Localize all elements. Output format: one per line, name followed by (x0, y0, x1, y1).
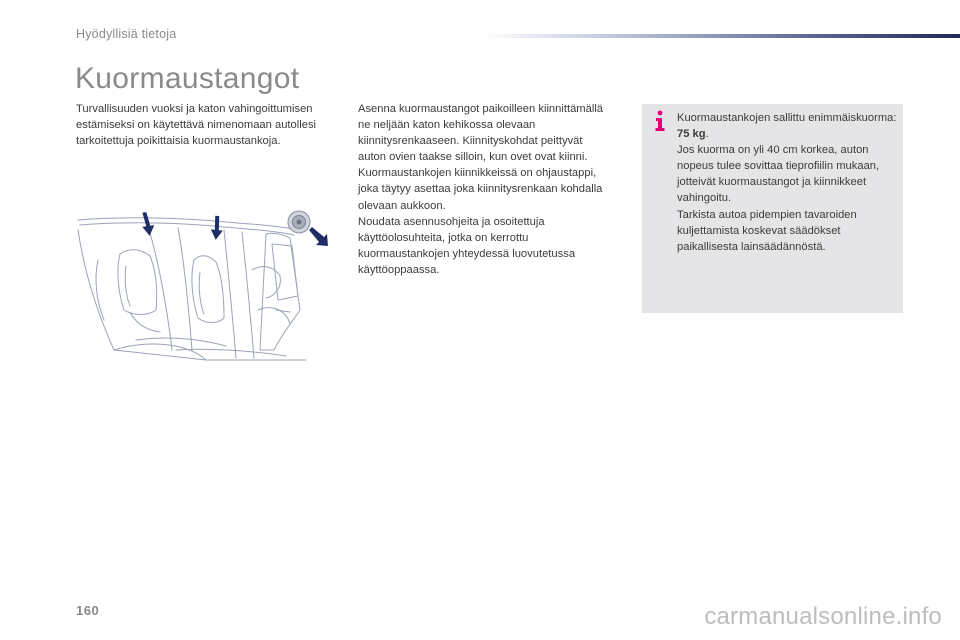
watermark: carmanualsonline.info (704, 603, 942, 630)
page-number: 160 (76, 603, 100, 618)
middle-column (358, 101, 613, 278)
installation-paragraph: Asenna kuormaustangot paikoilleen kiinnittämällä ne neljään katon kehikossa olevaan kiinnitysrenkaaseen. Kiinnityskohdat peittyvät auton ovien taakse silloin, kun ovet ovat kiinni. (358, 103, 604, 164)
regulations-note: Tarkista autoa pidempien tavaroiden kuljettamista koskevat säädökset paikallisesta lainsäädännöstä. (677, 208, 857, 253)
guide-pin-paragraph: Kuormaustankojen kiinnikkeissä on ohjaustappi, joka täytyy asettaa joka kiinnitysrenkaan kohdalla olevaan aukkoon. (358, 167, 603, 212)
info-text (677, 110, 899, 255)
max-load-line (677, 110, 899, 142)
instructions-paragraph: Noudata asennusohjeita ja osoitettuja käyttöolosuhteita, jotka on kerrottu kuormaustankojen yhteydessä luovutetussa käyttöoppaassa. (358, 215, 576, 276)
max-load-value: 75 kg (677, 128, 706, 141)
info-icon (653, 110, 667, 132)
max-load-suffix: . (705, 128, 709, 141)
load-height-note: Jos kuorma on yli 40 cm korkea, auton nopeus tulee sovittaa tieprofiilin mukaan, jotteivät kuormaustangot ja kiinnikkeet vahingoitu. (677, 144, 880, 205)
left-column (76, 101, 346, 149)
page-title: Kuormaustangot (75, 62, 300, 95)
section-label: Hyödyllisiä tietoja (76, 27, 177, 41)
safety-paragraph: Turvallisuuden vuoksi ja katon vahingoittumisen estämiseksi on käytettävä nimenomaan autollesi tarkoitettuja poikittaisia kuormaustankoja. (76, 103, 317, 148)
car-roof-mount-illustration (76, 200, 338, 362)
max-load-label: Kuormaustankojen sallittu enimmäiskuorma: (677, 112, 897, 124)
header-accent-bar (480, 34, 960, 38)
info-box (642, 104, 903, 313)
